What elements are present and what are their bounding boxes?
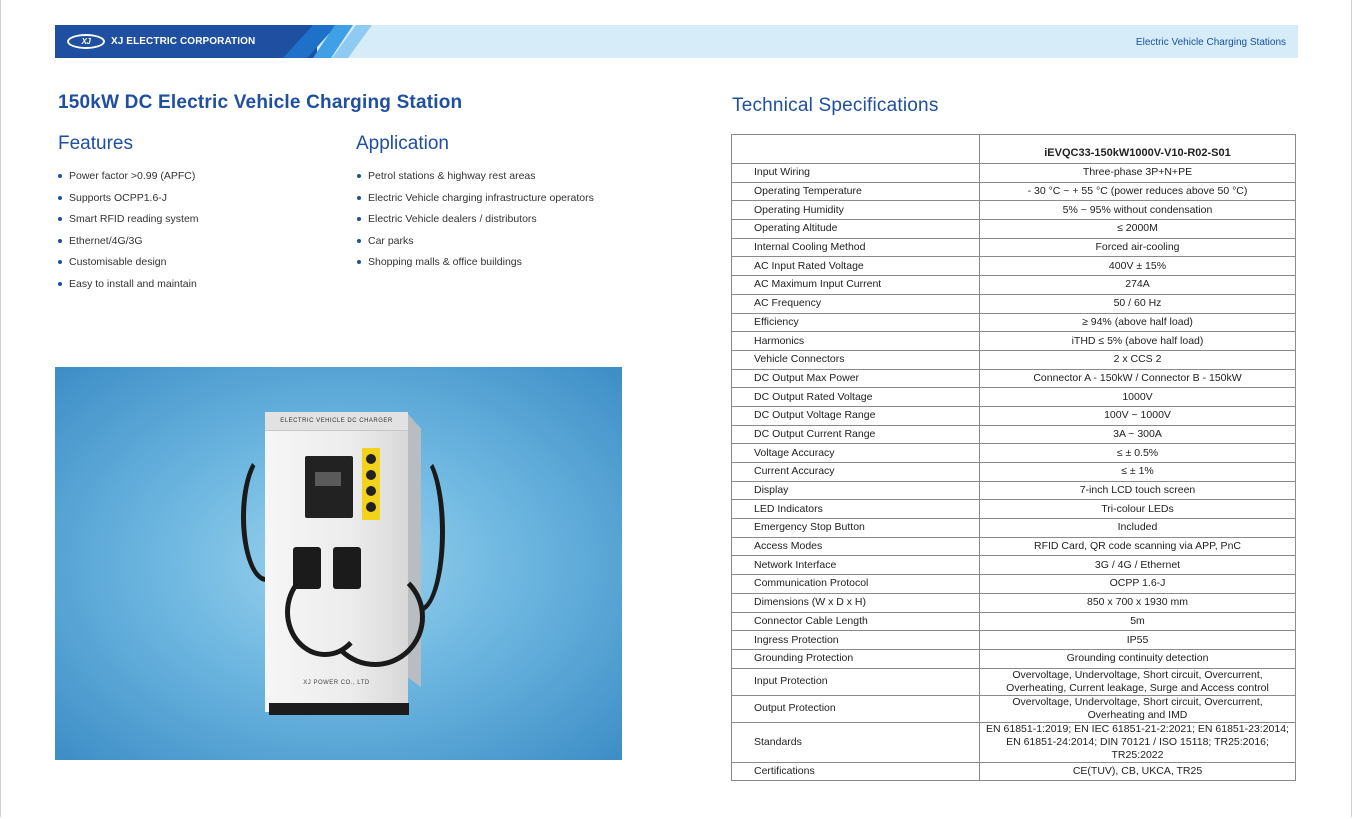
spec-value: 3G / 4G / Ethernet bbox=[980, 556, 1296, 575]
spec-value: 5% ~ 95% without condensation bbox=[980, 201, 1296, 220]
spec-name: Dimensions (W x D x H) bbox=[732, 593, 980, 612]
page-title: 150kW DC Electric Vehicle Charging Station bbox=[58, 92, 463, 113]
spec-value: 1000V bbox=[980, 388, 1296, 407]
logo-text: XJ bbox=[81, 37, 91, 46]
spec-value: Forced air-cooling bbox=[980, 238, 1296, 257]
header-bar bbox=[55, 25, 1298, 58]
spec-name: Input Wiring bbox=[732, 164, 980, 183]
table-row bbox=[732, 612, 1296, 631]
table-row bbox=[732, 369, 1296, 388]
table-row bbox=[732, 182, 1296, 201]
table-row bbox=[732, 593, 1296, 612]
table-row bbox=[732, 350, 1296, 369]
spec-name: Efficiency bbox=[732, 313, 980, 332]
spec-value: 2 x CCS 2 bbox=[980, 350, 1296, 369]
list-item: Smart RFID reading system bbox=[57, 212, 199, 234]
spec-name: Operating Altitude bbox=[732, 220, 980, 239]
charger-body bbox=[265, 412, 408, 712]
specs-heading: Technical Specifications bbox=[732, 95, 939, 116]
table-row bbox=[732, 631, 1296, 650]
spec-name: DC Output Voltage Range bbox=[732, 406, 980, 425]
table-row bbox=[732, 481, 1296, 500]
list-item: Ethernet/4G/3G bbox=[57, 234, 199, 256]
header-category: Electric Vehicle Charging Stations bbox=[1135, 37, 1286, 48]
spec-value: 274A bbox=[980, 276, 1296, 295]
spec-value: Three-phase 3P+N+PE bbox=[980, 164, 1296, 183]
charger-base-label: XJ POWER CO., LTD bbox=[303, 680, 370, 686]
spec-value: CE(TUV), CB, UKCA, TR25 bbox=[980, 762, 1296, 781]
table-row bbox=[732, 519, 1296, 538]
spec-value: - 30 °C ~ + 55 °C (power reduces above 50 °C) bbox=[980, 182, 1296, 201]
table-row bbox=[732, 238, 1296, 257]
spec-value: 50 / 60 Hz bbox=[980, 294, 1296, 313]
table-row bbox=[732, 425, 1296, 444]
list-item: Electric Vehicle charging infrastructure operators bbox=[356, 191, 594, 213]
table-row bbox=[732, 556, 1296, 575]
spec-name: Communication Protocol bbox=[732, 575, 980, 594]
product-image bbox=[55, 367, 622, 760]
list-item: Power factor >0.99 (APFC) bbox=[57, 169, 199, 191]
table-row bbox=[732, 668, 1296, 695]
spec-name: Emergency Stop Button bbox=[732, 519, 980, 538]
table-row bbox=[732, 762, 1296, 781]
application-heading: Application bbox=[356, 133, 449, 154]
spec-name: Standards bbox=[732, 722, 980, 762]
table-row bbox=[732, 257, 1296, 276]
spec-name: Grounding Protection bbox=[732, 649, 980, 668]
table-row bbox=[732, 500, 1296, 519]
spec-name: DC Output Current Range bbox=[732, 425, 980, 444]
application-list bbox=[356, 169, 594, 277]
spec-name: Internal Cooling Method bbox=[732, 238, 980, 257]
spec-value: ≥ 94% (above half load) bbox=[980, 313, 1296, 332]
spec-value: ≤ 2000M bbox=[980, 220, 1296, 239]
spec-header-row bbox=[732, 135, 1296, 164]
table-row bbox=[732, 575, 1296, 594]
spec-name: Operating Humidity bbox=[732, 201, 980, 220]
spec-value: 7-inch LCD touch screen bbox=[980, 481, 1296, 500]
spec-name: Current Accuracy bbox=[732, 463, 980, 482]
charging-cable bbox=[325, 567, 425, 667]
features-heading: Features bbox=[58, 133, 133, 154]
table-row bbox=[732, 313, 1296, 332]
table-row bbox=[732, 332, 1296, 351]
spec-name: LED Indicators bbox=[732, 500, 980, 519]
list-item: Shopping malls & office buildings bbox=[356, 255, 594, 277]
spec-value: Grounding continuity detection bbox=[980, 649, 1296, 668]
list-item: Car parks bbox=[356, 234, 594, 256]
spec-value: Overvoltage, Undervoltage, Short circuit, Overcurrent, Overheating, Current leakage, Surge and Access control bbox=[980, 668, 1296, 695]
spec-value: Tri-colour LEDs bbox=[980, 500, 1296, 519]
list-item: Easy to install and maintain bbox=[57, 277, 199, 299]
spec-value: RFID Card, QR code scanning via APP, PnC bbox=[980, 537, 1296, 556]
spec-name: AC Frequency bbox=[732, 294, 980, 313]
spec-value: iTHD ≤ 5% (above half load) bbox=[980, 332, 1296, 351]
spec-value: EN 61851-1:2019; EN IEC 61851-21-2:2021; EN 61851-23:2014; EN 61851-24:2014; DIN 70121 / ISO 15118; TR25:2016; TR25:2022 bbox=[980, 722, 1296, 762]
spec-header-blank bbox=[732, 135, 980, 164]
table-row bbox=[732, 463, 1296, 482]
spec-name: DC Output Rated Voltage bbox=[732, 388, 980, 407]
company-name: XJ ELECTRIC CORPORATION bbox=[111, 36, 256, 47]
spec-name: AC Maximum Input Current bbox=[732, 276, 980, 295]
spec-name: DC Output Max Power bbox=[732, 369, 980, 388]
spec-value: Included bbox=[980, 519, 1296, 538]
spec-name: Certifications bbox=[732, 762, 980, 781]
spec-name: Vehicle Connectors bbox=[732, 350, 980, 369]
table-row bbox=[732, 201, 1296, 220]
table-row bbox=[732, 695, 1296, 722]
list-item: Customisable design bbox=[57, 255, 199, 277]
charger-screen bbox=[305, 456, 353, 518]
list-item: Supports OCPP1.6-J bbox=[57, 191, 199, 213]
spec-value: 400V ± 15% bbox=[980, 257, 1296, 276]
spec-value: IP55 bbox=[980, 631, 1296, 650]
spec-name: Network Interface bbox=[732, 556, 980, 575]
header-brand-band bbox=[55, 25, 317, 58]
model-number: iEVQC33-150kW1000V-V10-R02-S01 bbox=[980, 135, 1296, 164]
spec-name: Display bbox=[732, 481, 980, 500]
spec-name: Access Modes bbox=[732, 537, 980, 556]
charger-top-label: ELECTRIC VEHICLE DC CHARGER bbox=[265, 412, 408, 431]
table-row bbox=[732, 220, 1296, 239]
table-row bbox=[732, 444, 1296, 463]
spec-value: 100V ~ 1000V bbox=[980, 406, 1296, 425]
xj-logo bbox=[67, 34, 105, 49]
table-row bbox=[732, 164, 1296, 183]
spec-value: OCPP 1.6-J bbox=[980, 575, 1296, 594]
spec-value: 5m bbox=[980, 612, 1296, 631]
spec-value: Connector A - 150kW / Connector B - 150kW bbox=[980, 369, 1296, 388]
table-row bbox=[732, 537, 1296, 556]
list-item: Electric Vehicle dealers / distributors bbox=[356, 212, 594, 234]
spec-value: 850 x 700 x 1930 mm bbox=[980, 593, 1296, 612]
spec-value: ≤ ± 0.5% bbox=[980, 444, 1296, 463]
spec-name: Input Protection bbox=[732, 668, 980, 695]
spec-name: Operating Temperature bbox=[732, 182, 980, 201]
spec-table bbox=[731, 134, 1296, 781]
features-list bbox=[57, 169, 199, 298]
table-row bbox=[732, 649, 1296, 668]
spec-name: Harmonics bbox=[732, 332, 980, 351]
spec-name: AC Input Rated Voltage bbox=[732, 257, 980, 276]
warning-labels bbox=[362, 448, 380, 520]
spec-name: Connector Cable Length bbox=[732, 612, 980, 631]
spec-value: Overvoltage, Undervoltage, Short circuit, Overcurrent, Overheating and IMD bbox=[980, 695, 1296, 722]
charger-base bbox=[269, 703, 409, 715]
spec-name: Voltage Accuracy bbox=[732, 444, 980, 463]
table-row bbox=[732, 294, 1296, 313]
table-row bbox=[732, 276, 1296, 295]
spec-name: Output Protection bbox=[732, 695, 980, 722]
spec-name: Ingress Protection bbox=[732, 631, 980, 650]
spec-body bbox=[732, 164, 1296, 781]
spec-value: 3A ~ 300A bbox=[980, 425, 1296, 444]
list-item: Petrol stations & highway rest areas bbox=[356, 169, 594, 191]
table-row bbox=[732, 722, 1296, 762]
spec-value: ≤ ± 1% bbox=[980, 463, 1296, 482]
table-row bbox=[732, 406, 1296, 425]
table-row bbox=[732, 388, 1296, 407]
